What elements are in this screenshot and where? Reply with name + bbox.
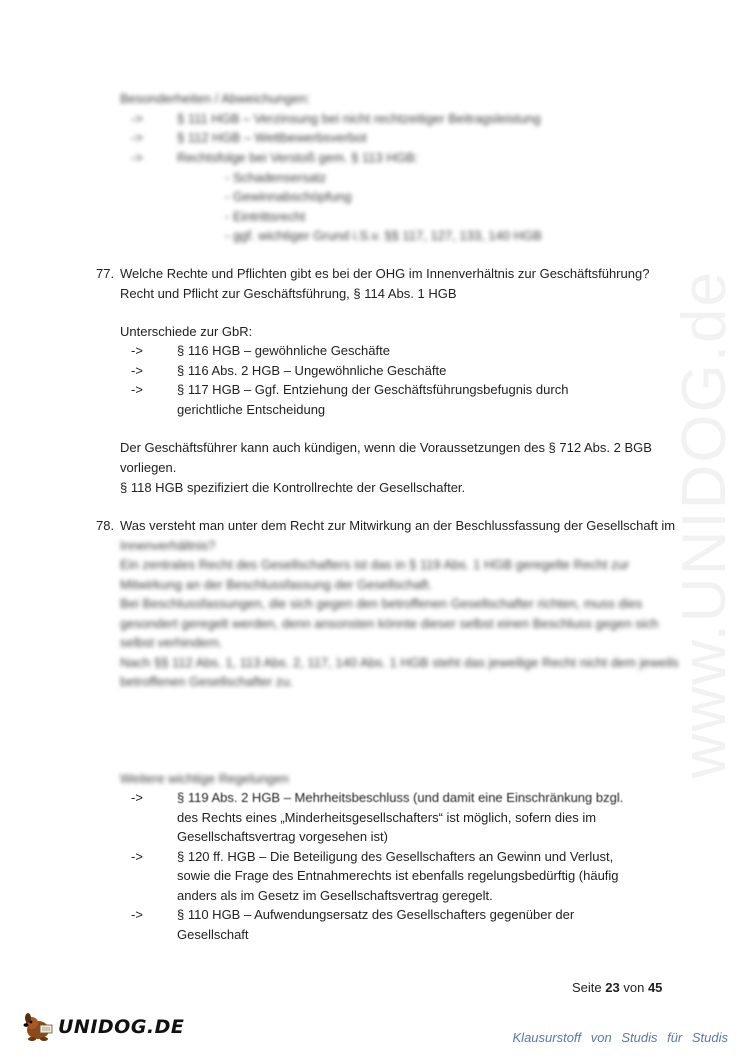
page-number bbox=[572, 980, 662, 995]
unidog-logo bbox=[22, 1012, 184, 1042]
question-number: 78. bbox=[96, 518, 115, 533]
further-item: Gesellschaftsvertrag vorgesehen ist) bbox=[177, 829, 388, 844]
difference-item: § 116 HGB – gewöhnliche Geschäfte bbox=[177, 343, 390, 358]
blurred-answer-line: Nach §§ 112 Abs. 1, 113 Abs. 2, 117, 140 Abs. 1 HGB steht das jeweilige Recht nicht dem jeweils bbox=[120, 655, 679, 670]
question-78-text-blurred: Innenverhältnis? bbox=[120, 538, 216, 553]
blurred-item: Rechtsfolge bei Verstoß gem. § 113 HGB: bbox=[177, 150, 419, 165]
further-heading: Weitere wichtige Regelungen bbox=[120, 771, 289, 786]
arrow: -> bbox=[131, 130, 143, 145]
paragraph-line: Der Geschäftsführer kann auch kündigen, wenn die Voraussetzungen des § 712 Abs. 2 BGB bbox=[120, 440, 652, 455]
blurred-subitem: - Gewinnabschöpfung bbox=[225, 189, 352, 204]
arrow: -> bbox=[131, 150, 143, 165]
further-item: Gesellschaft bbox=[177, 927, 249, 942]
blurred-answer-line: Bei Beschlussfassungen, die sich gegen den betroffenen Gesellschafter richten, muss dies bbox=[120, 596, 643, 611]
blurred-item: § 112 HGB – Wettbewerbsverbot bbox=[177, 130, 367, 145]
blurred-subitem: - Schadensersatz bbox=[225, 170, 327, 185]
paragraph-line: § 118 HGB spezifiziert die Kontrollrechte der Gesellschafter. bbox=[120, 480, 466, 495]
dog-icon bbox=[22, 1012, 56, 1042]
blurred-subitem: - Eintrittsrecht bbox=[225, 209, 306, 224]
further-item: § 119 Abs. 2 HGB – Mehrheitsbeschluss (und damit eine Einschränkung bzgl. bbox=[177, 790, 624, 805]
logo-text: UNIDOG.DE bbox=[58, 1016, 185, 1038]
blurred-answer-line: gesondert geregelt werden, denn ansonsten könnte dieser selbst einen Beschluss gegen sich bbox=[120, 616, 659, 631]
blurred-heading: Besonderheiten / Abweichungen: bbox=[120, 91, 311, 106]
further-item: § 120 ff. HGB – Die Beteiligung des Gesellschafters an Gewinn und Verlust, bbox=[177, 849, 614, 864]
arrow: -> bbox=[131, 111, 143, 126]
blurred-answer-line: betroffenen Gesellschafter zu. bbox=[120, 674, 294, 689]
arrow: -> bbox=[131, 790, 143, 805]
page-current: 23 bbox=[605, 980, 620, 995]
page-prefix: Seite bbox=[572, 980, 602, 995]
question-77-text: Welche Rechte und Pflichten gibt es bei der OHG im Innenverhältnis zur Geschäftsführung? bbox=[120, 266, 650, 281]
arrow: -> bbox=[131, 363, 143, 378]
blurred-answer-line: Ein zentrales Recht des Gesellschafters ist das in § 119 Abs. 1 HGB geregelte Recht zur bbox=[120, 557, 630, 572]
page-mid: von bbox=[623, 980, 645, 995]
difference-item: § 117 HGB – Ggf. Entziehung der Geschäftsführungsbefugnis durch bbox=[177, 382, 569, 397]
question-number: 77. bbox=[96, 266, 115, 281]
difference-item-continuation: gerichtliche Entscheidung bbox=[177, 402, 326, 417]
further-item: sowie die Frage des Entnahmerechts ist ebenfalls regelungsbedürftig (häufig bbox=[177, 868, 619, 883]
question-77-answer: Recht und Pflicht zur Geschäftsführung, § 114 Abs. 1 HGB bbox=[120, 286, 457, 301]
blurred-item: § 111 HGB – Verzinsung bei nicht rechtzeitiger Beitragsleistung bbox=[177, 111, 541, 126]
further-item: § 110 HGB – Aufwendungsersatz des Gesellschafters gegenüber der bbox=[177, 907, 575, 922]
watermark: www.UNIDOG.de bbox=[670, 270, 739, 779]
page-total: 45 bbox=[647, 980, 663, 995]
further-item: des Rechts eines „Minderheitsgesellschafters“ ist möglich, sofern dies im bbox=[177, 810, 597, 825]
blurred-subitem: - ggf. wichtiger Grund i.S.v. §§ 117, 127, 133, 140 HGB bbox=[225, 228, 542, 243]
arrow: -> bbox=[131, 907, 143, 922]
blurred-answer-line: Mitwirkung an der Beschlussfassung der Gesellschaft. bbox=[120, 577, 433, 592]
arrow: -> bbox=[131, 343, 143, 358]
arrow: -> bbox=[131, 382, 143, 397]
blurred-answer-line: selbst verhindern. bbox=[120, 635, 223, 650]
paragraph-line: vorliegen. bbox=[120, 460, 177, 475]
further-item: anders als im Gesetz im Gesellschaftsvertrag geregelt. bbox=[177, 888, 493, 903]
question-78-text: Was versteht man unter dem Recht zur Mitwirkung an der Beschlussfassung der Gesellschaft im bbox=[120, 518, 676, 533]
footer-tagline: Klausurstoff von Studis für Studis bbox=[512, 1030, 728, 1045]
differences-heading: Unterschiede zur GbR: bbox=[120, 324, 253, 339]
arrow: -> bbox=[131, 849, 143, 864]
difference-item: § 116 Abs. 2 HGB – Ungewöhnliche Geschäfte bbox=[177, 363, 447, 378]
